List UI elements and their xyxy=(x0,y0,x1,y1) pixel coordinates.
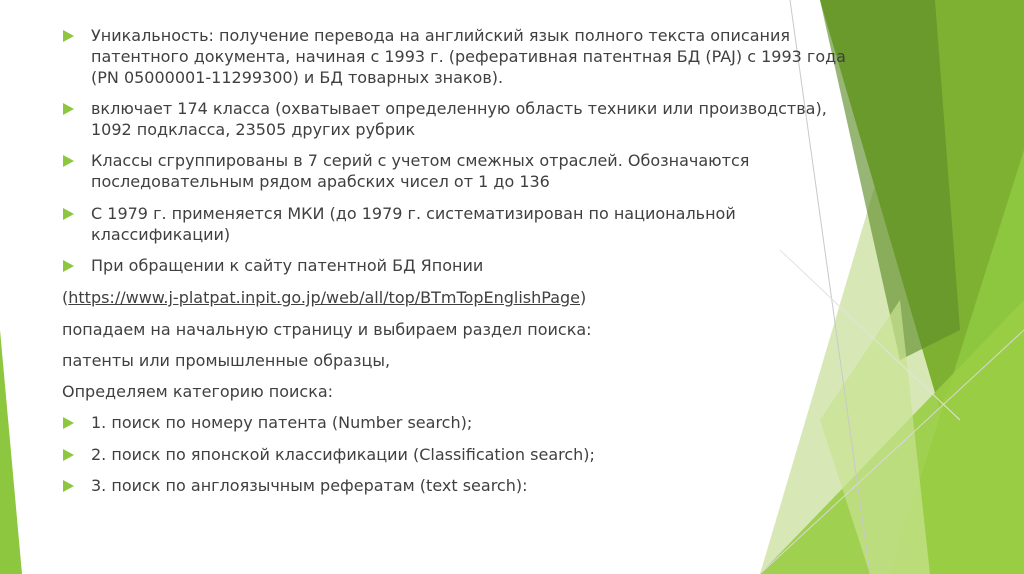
bullet-arrow-icon xyxy=(63,155,74,167)
link-paragraph xyxy=(62,287,586,308)
bullet-line: 2. поиск по японской классификации (Classification search); xyxy=(91,445,595,464)
bullet-classes-count xyxy=(91,98,827,140)
bullet-line: (PN 05000001-11299300) и БД товарных знаков). xyxy=(91,68,504,87)
bullet-arrow-icon xyxy=(63,260,74,272)
bullet-line: 1. поиск по номеру патента (Number search); xyxy=(91,413,473,432)
bullet-series xyxy=(91,150,749,192)
bullet-classification-search xyxy=(91,444,595,465)
bullet-arrow-icon xyxy=(63,103,74,115)
bullet-line: патентного документа, начиная с 1993 г. (реферативная патентная БД (PAJ) с 1993 года xyxy=(91,47,846,66)
bullet-line: классификации) xyxy=(91,225,231,244)
bullet-line: включает 174 класса (охватывает определенную область техники или производства), xyxy=(91,99,827,118)
jplatpat-link[interactable]: https://www.j-platpat.inpit.go.jp/web/all/top/BTmTopEnglishPage xyxy=(68,288,580,307)
bullet-line: Уникальность: получение перевода на английский язык полного текста описания xyxy=(91,26,790,45)
bullet-line: 1092 подкласса, 23505 других рубрик xyxy=(91,120,416,139)
bullet-arrow-icon xyxy=(63,417,74,429)
paragraph-search-category: Определяем категорию поиска: xyxy=(62,382,334,401)
bullet-arrow-icon xyxy=(63,208,74,220)
bullet-line: С 1979 г. применяется МКИ (до 1979 г. систематизирован по национальной xyxy=(91,204,736,223)
bullet-arrow-icon xyxy=(63,30,74,42)
bullet-number-search xyxy=(91,412,472,433)
bullet-line: 3. поиск по англоязычным рефератам (text search): xyxy=(91,476,528,495)
link-close-paren: ) xyxy=(580,288,587,307)
bullet-line: При обращении к сайту патентной БД Японии xyxy=(91,256,484,275)
paragraph-patents-designs: патенты или промышленные образцы, xyxy=(62,351,391,370)
bullet-arrow-icon xyxy=(63,449,74,461)
paragraph-start-page: попадаем на начальную страницу и выбираем раздел поиска: xyxy=(62,320,592,339)
bullet-line: Классы сгруппированы в 7 серий с учетом смежных отраслей. Обозначаются xyxy=(91,151,750,170)
bullet-mki xyxy=(91,203,736,245)
bullet-line: последовательным рядом арабских чисел от 1 до 136 xyxy=(91,172,550,191)
bullet-japan-site xyxy=(91,255,483,276)
link-open-paren: ( xyxy=(62,288,69,307)
bullet-arrow-icon xyxy=(63,480,74,492)
bullet-uniqueness xyxy=(91,25,846,88)
bullet-text-search xyxy=(91,475,528,496)
